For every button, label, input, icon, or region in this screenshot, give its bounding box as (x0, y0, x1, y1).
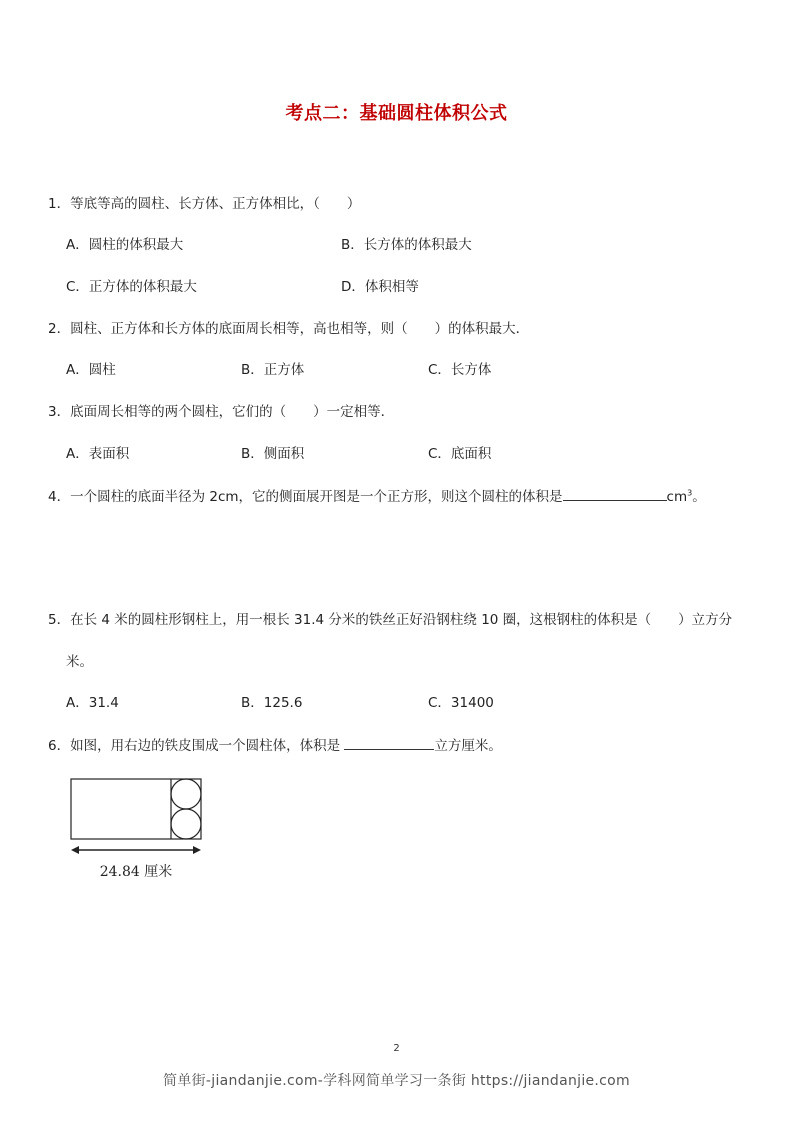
question-6 (48, 735, 502, 756)
bottom-circle (171, 809, 201, 839)
question-4-end: 。 (692, 489, 706, 505)
question-5-option-a: A．31.4 (66, 695, 119, 711)
answer-blank[interactable] (563, 486, 667, 501)
question-3-option-a: A．表面积 (66, 446, 130, 462)
question-3-option-b: B．侧面积 (241, 446, 305, 462)
question-2-stem: 2．圆柱、正方体和长方体的底面周长相等，高也相等，则（ ）的体积最大． (48, 321, 530, 337)
question-1-option-b: B．长方体的体积最大 (341, 237, 472, 253)
top-circle (171, 779, 201, 809)
question-2-option-a: A．圆柱 (66, 362, 116, 378)
question-5-option-b: B．125.6 (241, 695, 303, 711)
footer-text: 简单街-jiandanjie.com-学科网简单学习一条街 https://jiandanjie.com (163, 1073, 630, 1089)
question-6-end: 立方厘米。 (434, 738, 502, 754)
page-number: 2 (393, 1043, 400, 1054)
question-4-stem: 4．一个圆柱的底面半径为 2cm，它的侧面展开图是一个正方形，则这个圆柱的体积是 (48, 489, 563, 505)
question-2-option-b: B．正方体 (241, 362, 305, 378)
left-arrowhead (71, 846, 79, 854)
question-2-option-c: C．长方体 (428, 362, 492, 378)
question-3-stem: 3．底面周长相等的两个圆柱，它们的（ ）一定相等． (48, 404, 395, 420)
question-4-unit: cm (666, 489, 688, 505)
question-5-option-c: C．31400 (428, 695, 494, 711)
question-4-exponent: 3 (687, 488, 693, 498)
question-1-option-c: C．正方体的体积最大 (66, 279, 197, 295)
dimension-label: 24.84 厘米 (99, 864, 173, 880)
iron-sheet-figure (62, 772, 212, 884)
page-title: 考点二：基础圆柱体积公式 (285, 103, 508, 124)
question-6-stem: 6．如图，用右边的铁皮围成一个圆柱体，体积是 (48, 738, 341, 754)
right-arrowhead (193, 846, 201, 854)
question-1-option-a: A．圆柱的体积最大 (66, 237, 184, 253)
question-4 (48, 486, 706, 507)
question-5-line-1: 5．在长 4 米的圆柱形钢柱上，用一根长 31.4 分米的铁丝正好沿钢柱绕 10 圈，这根钢柱的体积是（ ）立方分 (48, 612, 733, 628)
question-3-option-c: C．底面积 (428, 446, 492, 462)
question-5-line-2: 米。 (66, 654, 93, 670)
sheet-rectangle (71, 779, 201, 839)
question-1-option-d: D．体积相等 (341, 279, 419, 295)
answer-blank[interactable] (344, 735, 434, 750)
question-1-stem: 1．等底等高的圆柱、长方体、正方体相比，（ ） (48, 196, 361, 212)
